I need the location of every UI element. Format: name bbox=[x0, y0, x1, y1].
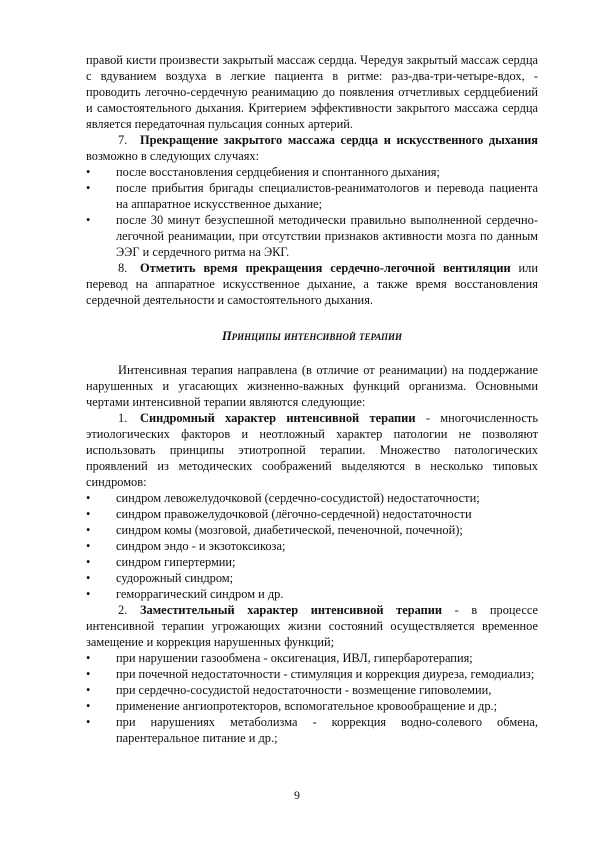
list-item: • применение ангиопротекторов, вспомогательное кровообращение и др.; bbox=[86, 699, 498, 713]
bullet-icon: • bbox=[86, 165, 91, 179]
list-item: • синдром левожелудочковой (сердечно-сосудистой) недостаточности; bbox=[86, 491, 480, 505]
bullet-icon: • bbox=[86, 523, 91, 537]
item-number: 7. bbox=[118, 133, 128, 147]
item-number: 8. bbox=[118, 261, 128, 275]
list-item: • при нарушениях метаболизма - коррекция водно-солевого обмена, парентеральное питание и др.; bbox=[86, 715, 538, 745]
list-item: • при нарушении газообмена - оксигенация, ИВЛ, гипербаротерапия; bbox=[86, 651, 473, 665]
paragraph-item-7 bbox=[86, 132, 538, 164]
list-replacement bbox=[86, 650, 538, 746]
list-item: • после прибытия бригады специалистов-реаниматологов и перевода пациента на аппаратное искусственное дыхание; bbox=[86, 181, 538, 211]
list-syndromes bbox=[86, 490, 538, 602]
item-heading: Заместительный характер интенсивной терапии bbox=[140, 603, 443, 617]
bullet-icon: • bbox=[86, 555, 91, 569]
item-heading: Прекращение закрытого массажа сердца и искусственного дыхания bbox=[140, 133, 538, 147]
paragraph-continuation: правой кисти произвести закрытый массаж сердца. Чередуя закрытый массаж сердца с вдуванием воздуха в легкие пациента в ритме: раз-два-три-четыре-вдох, - проводить легочно-сердечную реанимацию до появления отчетливых сердцебиений и самостоятельного дыхания. Критерием эффективности закрытого массажа сердца является передаточная пульсация сонных артерий. bbox=[86, 53, 538, 131]
list-item: • после 30 минут безуспешной методически правильно выполненной сердечно-легочной реанимации, при отсутствии признаков активности мозга по данным ЭЭГ и сердечного ритма на ЭКГ. bbox=[86, 213, 538, 259]
bullet-icon: • bbox=[86, 715, 91, 729]
list-stop-conditions bbox=[86, 164, 538, 260]
bullet-icon: • bbox=[86, 587, 91, 601]
bullet-icon: • bbox=[86, 699, 91, 713]
item-text: возможно в следующих случаях: bbox=[86, 149, 260, 163]
bullet-icon: • bbox=[86, 539, 91, 553]
list-item: • судорожный синдром; bbox=[86, 571, 234, 585]
paragraph-item-2 bbox=[86, 602, 538, 650]
item-text: - в процессе интенсивной терапии угрожающих жизни состояний осуществляется временное замещение и коррекция нарушенных функций; bbox=[86, 603, 538, 649]
item-text: или перевод на аппаратное искусственное дыхание, а также время восстановления сердечной деятельности и самостоятельного дыхания. bbox=[86, 261, 538, 307]
item-heading: Отметить время прекращения сердечно-легочной вентиляции bbox=[140, 261, 511, 275]
paragraph-intro: Интенсивная терапия направлена (в отличие от реанимации) на поддержание нарушенных и угасающих жизненно-важных функций организма. Основными чертами интенсивной терапии являются следующие: bbox=[86, 363, 538, 409]
bullet-icon: • bbox=[86, 507, 91, 521]
paragraph-item-8 bbox=[86, 260, 538, 308]
list-item: • синдром правожелудочковой (лёгочно-сердечной) недостаточности bbox=[86, 507, 472, 521]
item-number: 1. bbox=[118, 411, 128, 425]
bullet-icon: • bbox=[86, 571, 91, 585]
item-heading: Синдромный характер интенсивной терапии bbox=[140, 411, 416, 425]
item-number: 2. bbox=[118, 603, 128, 617]
bullet-icon: • bbox=[86, 491, 91, 505]
bullet-icon: • bbox=[86, 651, 91, 665]
list-item: • после восстановления сердцебиения и спонтанного дыхания; bbox=[86, 165, 440, 179]
bullet-icon: • bbox=[86, 683, 91, 697]
section-title: Принципы интенсивной терапии bbox=[221, 329, 403, 343]
page-content bbox=[86, 52, 538, 746]
list-item: • при почечной недостаточности - стимуляция и коррекция диуреза, гемодиализ; bbox=[86, 667, 535, 681]
list-item: • синдром эндо - и экзотоксикоза; bbox=[86, 539, 286, 553]
bullet-icon: • bbox=[86, 181, 91, 195]
item-text: - многочисленность этиологических факторов и неотложный характер патологии не позволяют использовать принципы этиотропной терапии. Множество патологических проявлений из методических соображений выделяются в несколько типовых синдромов: bbox=[86, 411, 538, 489]
list-item: • синдром гипертермии; bbox=[86, 555, 236, 569]
list-item: • при сердечно-сосудистой недостаточности - возмещение гиповолемии, bbox=[86, 683, 492, 697]
page-number: 9 bbox=[294, 788, 300, 802]
list-item: • синдром комы (мозговой, диабетической, печеночной, почечной); bbox=[86, 523, 463, 537]
list-item: • геморрагический синдром и др. bbox=[86, 587, 284, 601]
paragraph-item-1 bbox=[86, 410, 538, 490]
bullet-icon: • bbox=[86, 667, 91, 681]
bullet-icon: • bbox=[86, 213, 91, 227]
